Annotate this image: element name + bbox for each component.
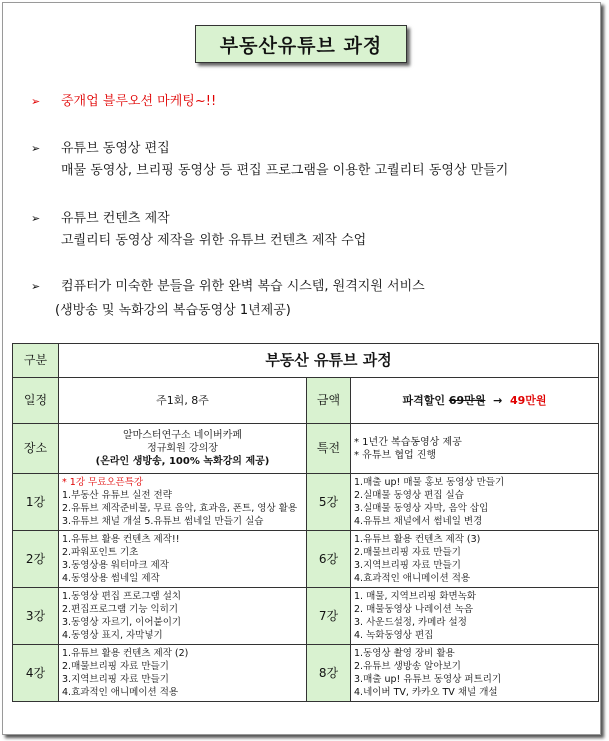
- lesson-line: 4. 녹화동영상 편집: [354, 630, 434, 641]
- place-value: [59, 424, 307, 474]
- header-label: 구분: [13, 344, 59, 378]
- schedule-label: 일정: [13, 378, 59, 424]
- lesson-label: 6강: [307, 531, 351, 588]
- lesson-line: 4.동영상 표지, 자막넣기: [62, 630, 163, 641]
- lesson-line: 2.유튜브 생방송 알아보기: [354, 661, 461, 672]
- lesson-line: 3.매출 up! 유튜브 동영상 퍼트리기: [354, 674, 502, 685]
- lesson-line: 2.유튜브 제작준비물, 무료 음악, 효과음, 폰트, 영상 활용: [62, 503, 297, 514]
- price-prefix: 파격할인: [402, 394, 445, 407]
- lesson-line: 1.유튜브 활용 컨텐츠 제작 (2): [62, 648, 189, 659]
- lesson-cell: [351, 588, 599, 645]
- bullet-video-editing: [31, 138, 509, 178]
- lesson-line: 4.동영상용 썸네일 제작: [62, 573, 160, 584]
- lesson-line: 2. 매물동영상 나레이션 녹음: [354, 604, 474, 615]
- lesson-label: 8강: [307, 645, 351, 702]
- bullet-text: 유튜브 컨텐츠 제작: [61, 211, 170, 226]
- schedule-value: 주1회, 8주: [59, 378, 307, 424]
- lesson-line: 3. 사운드설정, 카메라 설정: [354, 617, 467, 628]
- lesson-highlight: * 1강 무료오픈특강: [62, 477, 144, 488]
- price-old: 69만원: [448, 394, 486, 407]
- lesson-line: 1.동영상 편집 프로그램 설치: [62, 591, 182, 602]
- course-table: [12, 343, 599, 702]
- place-line: 정규회원 강의장: [147, 443, 218, 454]
- lesson-line: 4.유튜브 채널에서 썸네일 변경: [354, 516, 483, 527]
- lesson-line: 1.부동산 유튜브 실전 전략: [62, 490, 172, 501]
- bullet-content-creation: [31, 208, 367, 248]
- lesson-line: 4.네이버 TV, 카카오 TV 채널 개설: [354, 687, 498, 698]
- price-arrow: →: [493, 394, 503, 407]
- bullet-marketing: [31, 91, 216, 113]
- lesson-label: 5강: [307, 474, 351, 531]
- arrow-icon: ➢: [31, 212, 41, 225]
- special-label: 특전: [307, 424, 351, 474]
- place-line: (온라인 생방송, 100% 녹화강의 제공): [95, 456, 270, 467]
- lesson-label: 4강: [13, 645, 59, 702]
- lesson-line: 1.동영상 촬영 장비 활용: [354, 648, 455, 659]
- arrow-icon: ➢: [31, 95, 41, 108]
- lesson-line: 4.효과적인 애니메이션 적용: [354, 573, 471, 584]
- place-label: 장소: [13, 424, 59, 474]
- bullet-subtext: 매물 동영상, 브리핑 동영상 등 편집 프로그램을 이용한 고퀄리티 동영상 만들기: [61, 163, 509, 178]
- lesson-cell: [351, 531, 599, 588]
- price-label: 금액: [307, 378, 351, 424]
- bullet-text: 컴퓨터가 미숙한 분들을 위한 완벽 복습 시스템, 원격지원 서비스: [61, 279, 425, 294]
- lesson-line: 3.실매물 동영상 자막, 음악 삽입: [354, 503, 489, 514]
- lesson-label: 1강: [13, 474, 59, 531]
- bullet-text: 중개업 블루오션 마케팅~!!: [61, 94, 217, 109]
- lesson-line: 3.동영상 자르기, 이어붙이기: [62, 617, 182, 628]
- page-title: 부동산유튜브 과정: [195, 25, 407, 63]
- arrow-icon: ➢: [31, 280, 41, 293]
- lesson-line: 2.매물브리핑 자료 만들기: [62, 661, 169, 672]
- lesson-line: 1.유튜브 활용 컨텐츠 제작!!: [62, 534, 180, 545]
- lesson-cell: [351, 474, 599, 531]
- bullet-support: [31, 276, 425, 298]
- lesson-line: 3.지역브리핑 자료 만들기: [62, 674, 169, 685]
- special-line: * 유튜브 협업 진행: [354, 449, 437, 461]
- table-title: 부동산 유튜브 과정: [59, 344, 599, 378]
- lesson-line: 3.지역브리핑 자료 만들기: [354, 560, 461, 571]
- price-new: 49만원: [509, 394, 547, 407]
- lesson-line: 2.파워포인트 기초: [62, 547, 139, 558]
- lesson-line: 2.편집프로그램 기능 익히기: [62, 604, 179, 615]
- bullet-subtext: 고퀄리티 동영상 제작을 위한 유튜브 컨텐츠 제작 수업: [61, 233, 367, 248]
- lesson-label: 3강: [13, 588, 59, 645]
- lesson-cell: [59, 645, 307, 702]
- lesson-line: 1.매출 up! 매물 홍보 동영상 만들기: [354, 477, 505, 488]
- special-value: [351, 424, 599, 474]
- special-line: * 1년간 복습동영상 제공: [354, 436, 462, 448]
- lesson-line: 1.유튜브 활용 컨텐츠 제작 (3): [354, 534, 481, 545]
- price-value: [351, 378, 599, 424]
- lesson-line: 2.실매물 동영상 편집 실습: [354, 490, 464, 501]
- bullet-extra-note: (생방송 및 녹화강의 복습동영상 1년제공): [55, 303, 291, 318]
- lesson-line: 4.효과적인 애니메이션 적용: [62, 687, 179, 698]
- lesson-label: 7강: [307, 588, 351, 645]
- lesson-cell: [59, 531, 307, 588]
- lesson-label: 2강: [13, 531, 59, 588]
- arrow-icon: ➢: [31, 142, 41, 155]
- lesson-line: 2.매물브리핑 자료 만들기: [354, 547, 461, 558]
- bullet-text: 유튜브 동영상 편집: [61, 141, 170, 156]
- lesson-line: 3.동영상용 워터마크 제작: [62, 560, 169, 571]
- lesson-line: 1. 매물, 지역브리핑 화면녹화: [354, 591, 477, 602]
- place-line: 알마스터연구소 네이버카페: [122, 430, 243, 441]
- lesson-cell: [351, 645, 599, 702]
- lesson-cell: [59, 474, 307, 531]
- lesson-line: 3.유튜브 채널 개설 5.유튜브 썸네일 만들기 실습: [62, 516, 264, 527]
- lesson-cell: [59, 588, 307, 645]
